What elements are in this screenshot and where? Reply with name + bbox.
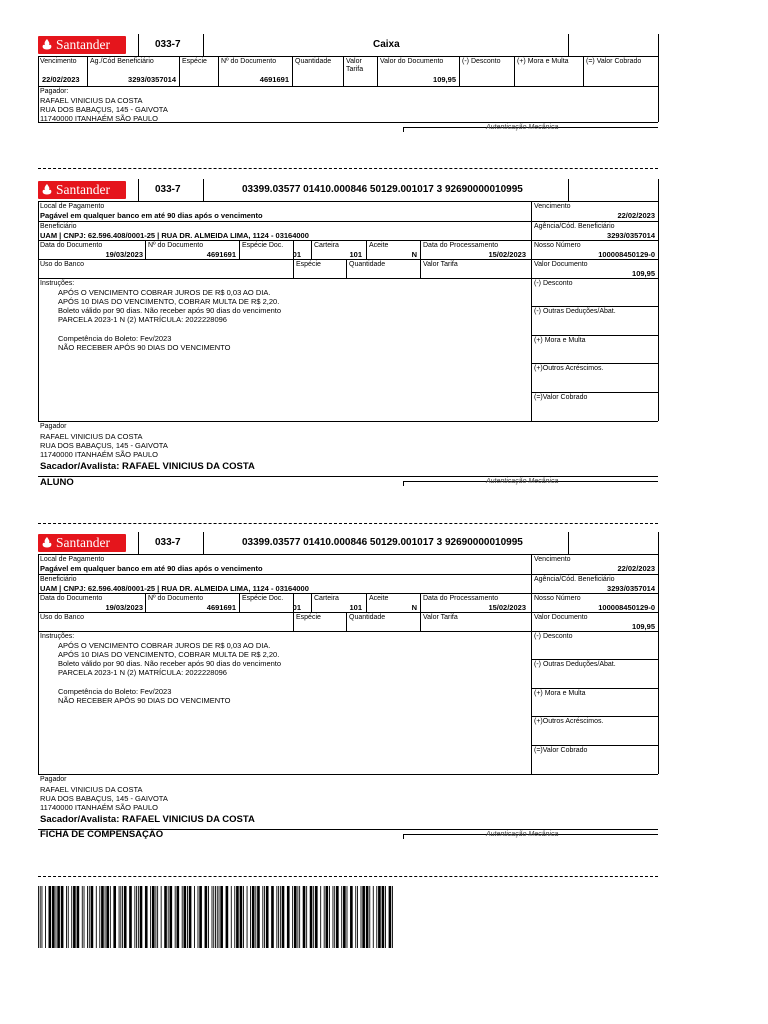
barcode-bar (56, 886, 57, 948)
barcode-bar (215, 886, 216, 948)
valor-documento-label: Valor Documento (534, 614, 588, 621)
instrucao-line: Competência do Boleto: Fev/2023 (58, 334, 172, 343)
barcode-bar (110, 886, 111, 948)
barcode-bar (184, 886, 187, 948)
especie-doc-label: Espécie Doc. (242, 242, 284, 249)
barcode-bar (362, 886, 365, 948)
header-quantidade: Quantidade (295, 58, 332, 65)
aceite-value: N (411, 603, 417, 612)
brand-name: Santander (56, 37, 110, 52)
barcode-bar (122, 886, 123, 948)
receipt-pagador-label: Pagador: (40, 88, 69, 95)
barcode-bar (389, 886, 392, 948)
barcode-bar (313, 886, 314, 948)
agencia-label: Agência/Cód. Beneficiário (534, 576, 615, 583)
autenticacao-mecanica: Autenticação Mecânica (486, 831, 559, 838)
header-vencimento: Vencimento (40, 58, 77, 65)
instrucao-line: APÓS 10 DIAS DO VENCIMENTO, COBRAR MULTA DE R$ 2,20. (58, 650, 280, 659)
barcode-bar (198, 886, 199, 948)
desconto-label: (-) Desconto (534, 633, 573, 640)
instrucao-line: Competência do Boleto: Fev/2023 (58, 687, 172, 696)
barcode-bar (82, 886, 83, 948)
barcode-bar (252, 886, 255, 948)
bank-code: 033-7 (155, 537, 181, 548)
instrucao-line: APÓS 10 DIAS DO VENCIMENTO, COBRAR MULTA DE R$ 2,20. (58, 297, 280, 306)
data-documento-value: 19/03/2023 (105, 250, 143, 259)
mora-multa-label: (+) Mora e Multa (534, 337, 586, 344)
bank-code: 033-7 (155, 184, 181, 195)
pagador-label: Pagador (40, 776, 67, 783)
valor-tarifa-label: Valor Tarifa (423, 614, 458, 621)
barcode-bar (240, 886, 243, 948)
header-valor-cobrado: (=) Valor Cobrado (586, 58, 642, 65)
barcode-bar (101, 886, 104, 948)
num-documento-value: 4691691 (206, 603, 236, 612)
brand-name: Santander (56, 182, 110, 197)
barcode-bar (271, 886, 274, 948)
beneficiario-value: UAM | CNPJ: 62.596.408/0001-25 | RUA DR. ALMEIDA LIMA, 1124 - 03164000 (40, 231, 309, 240)
barcode-bar (119, 886, 120, 948)
num-documento-value: 4691691 (206, 250, 236, 259)
barcode-bar (220, 886, 223, 948)
barcode-bar (282, 886, 285, 948)
pagador-address: RUA DOS BABAÇUS, 145 - GAIVOTA (40, 794, 168, 803)
barcode-bar (385, 886, 386, 948)
barcode-bar (129, 886, 132, 948)
barcode-bar (138, 886, 139, 948)
desconto-label: (-) Desconto (534, 280, 573, 287)
barcode-bar (329, 886, 330, 948)
especie-doc-label: Espécie Doc. (242, 595, 284, 602)
barcode-bar (297, 886, 298, 948)
vencimento-label: Vencimento (534, 556, 571, 563)
nosso-numero-value: 100008450129-0 (598, 603, 655, 612)
barcode-bar (373, 886, 374, 948)
barcode-bar (140, 886, 143, 948)
barcode-bar (168, 886, 169, 948)
barcode-bar (152, 886, 155, 948)
barcode-bar (91, 886, 94, 948)
barcode-bar (182, 886, 183, 948)
local-pagamento-label: Local de Pagamento (40, 556, 105, 563)
autenticacao-mecanica: Autenticação Mecânica (486, 478, 559, 485)
barcode-bar (52, 886, 55, 948)
barcode-bar (205, 886, 208, 948)
pagador-city: 11740000 ITANHAÉM SÃO PAULO (40, 803, 158, 812)
barcode-bar (40, 886, 41, 948)
barcode-bar (84, 886, 85, 948)
pagador-name: RAFAEL VINICIUS DA COSTA (40, 432, 143, 441)
especie-doc-value: 01 (292, 603, 301, 612)
cut-line (38, 168, 658, 169)
instrucao-line: APÓS O VENCIMENTO COBRAR JUROS DE R$ 0,03 AO DIA. (58, 288, 271, 297)
barcode-bar (42, 886, 43, 948)
barcode-bar (341, 886, 342, 948)
carteira-label: Carteira (314, 242, 339, 249)
data-documento-label: Data do Documento (40, 595, 103, 602)
cut-line (38, 876, 658, 877)
barcode-bar (61, 886, 64, 948)
barcode-bar (169, 886, 172, 948)
data-documento-label: Data do Documento (40, 242, 103, 249)
carteira-label: Carteira (314, 595, 339, 602)
instrucoes-label: Instruções: (40, 280, 75, 287)
vencimento-value: 22/02/2023 (617, 564, 655, 573)
barcode-bar (257, 886, 260, 948)
valor-cobrado-label: (=)Valor Cobrado (534, 394, 588, 401)
barcode-bar (350, 886, 353, 948)
barcode-bar (343, 886, 346, 948)
especie-label: Espécie (296, 614, 321, 621)
outros-acrescimos-label: (+)Outros Acréscimos. (534, 718, 604, 725)
barcode-bar (324, 886, 325, 948)
barcode-bar (320, 886, 321, 948)
barcode-bar (124, 886, 127, 948)
receipt-pagador-city: 11740000 ITANHAÉM SÃO PAULO (40, 114, 158, 123)
barcode-bar (49, 886, 52, 948)
especie-label: Espécie (296, 261, 321, 268)
barcode-bar (199, 886, 202, 948)
barcode-bar (234, 886, 235, 948)
receipt-autenticacao: Autenticação Mecânica (486, 124, 559, 131)
barcode-bar (164, 886, 167, 948)
especie-doc-value: 01 (292, 250, 301, 259)
agencia-value: 3293/0357014 (607, 584, 655, 593)
barcode-bar (276, 886, 277, 948)
instrucao-line: PARCELA 2023-1 N (2) MATRÍCULA: 2022228096 (58, 315, 227, 324)
valor-documento-label: Valor Documento (534, 261, 588, 268)
barcode-bar (361, 886, 362, 948)
barcode-bar (264, 886, 265, 948)
barcode-bar (217, 886, 218, 948)
barcode-bar (113, 886, 116, 948)
vencimento-value: 22/02/2023 (617, 211, 655, 220)
barcode-bar (96, 886, 97, 948)
barcode-bar (294, 886, 297, 948)
valor-cobrado-label: (=)Valor Cobrado (534, 747, 588, 754)
nosso-numero-label: Nosso Número (534, 242, 581, 249)
barcode-bar (287, 886, 290, 948)
barcode-bar (175, 886, 176, 948)
barcode-bar (99, 886, 100, 948)
barcode-bar (306, 886, 307, 948)
header-especie: Espécie (182, 58, 207, 65)
header-valor-tarifa: Valor Tarifa (346, 58, 364, 73)
caixa-label: Caixa (373, 39, 400, 50)
barcode-bar (150, 886, 151, 948)
quantidade-label: Quantidade (349, 614, 386, 621)
flame-icon (38, 181, 56, 199)
data-processamento-value: 15/02/2023 (488, 603, 526, 612)
copy-footer-label: ALUNO (40, 477, 74, 488)
barcode-bar (357, 886, 358, 948)
barcode-bar (278, 886, 279, 948)
receipt-agencia: 3293/0357014 (128, 75, 176, 84)
pagador-address: RUA DOS BABAÇUS, 145 - GAIVOTA (40, 441, 168, 450)
sacador-avalista: Sacador/Avalista: RAFAEL VINICIUS DA COSTA (40, 461, 255, 472)
carteira-value: 101 (349, 250, 362, 259)
header-desconto: (-) Desconto (462, 58, 501, 65)
receipt-pagador-address: RUA DOS BABAÇUS, 145 - GAIVOTA (40, 105, 168, 114)
barcode-bar (315, 886, 318, 948)
outras-deducoes-label: (-) Outras Deduções/Abat. (534, 661, 616, 668)
valor-documento-value: 109,95 (632, 269, 655, 278)
barcode-bar (45, 886, 46, 948)
barcode-bar (231, 886, 232, 948)
barcode-bar (134, 886, 135, 948)
barcode-bar (255, 886, 256, 948)
receipt-documento: 4691691 (259, 75, 289, 84)
pagador-name: RAFAEL VINICIUS DA COSTA (40, 785, 143, 794)
instrucao-line: PARCELA 2023-1 N (2) MATRÍCULA: 2022228096 (58, 668, 227, 677)
mora-multa-label: (+) Mora e Multa (534, 690, 586, 697)
instrucao-line: APÓS O VENCIMENTO COBRAR JUROS DE R$ 0,03 AO DIA. (58, 641, 271, 650)
barcode-bar (236, 886, 239, 948)
barcode (38, 886, 393, 948)
barcode-bar (369, 886, 370, 948)
header-agencia: Ag./Cód Beneficiário (90, 58, 154, 65)
receipt-vencimento: 22/02/2023 (42, 75, 80, 84)
brand-name: Santander (56, 535, 110, 550)
barcode-bar (366, 886, 369, 948)
barcode-bar (157, 886, 158, 948)
cut-line (38, 523, 658, 524)
agencia-label: Agência/Cód. Beneficiário (534, 223, 615, 230)
santander-logo (38, 181, 126, 199)
sacador-avalista: Sacador/Avalista: RAFAEL VINICIUS DA COSTA (40, 814, 255, 825)
barcode-bar (187, 886, 188, 948)
linha-digitavel: 03399.03577 01410.000846 50129.001017 3 92690000010995 (242, 184, 523, 195)
flame-icon (38, 36, 56, 54)
bank-code: 033-7 (155, 39, 181, 50)
barcode-bar (219, 886, 220, 948)
barcode-bar (155, 886, 156, 948)
pagador-label: Pagador (40, 423, 67, 430)
data-processamento-value: 15/02/2023 (488, 250, 526, 259)
barcode-bar (392, 886, 393, 948)
aceite-label: Aceite (369, 242, 389, 249)
barcode-bar (105, 886, 106, 948)
uso-banco-label: Uso do Banco (40, 261, 84, 268)
barcode-bar (382, 886, 385, 948)
instrucao-line: NÃO RECEBER APÓS 90 DIAS DO VENCIMENTO (58, 343, 231, 352)
barcode-bar (336, 886, 339, 948)
barcode-bar (68, 886, 69, 948)
aceite-label: Aceite (369, 595, 389, 602)
barcode-bar (176, 886, 179, 948)
barcode-bar (334, 886, 335, 948)
flame-icon (38, 534, 56, 552)
barcode-bar (136, 886, 137, 948)
barcode-bar (355, 886, 356, 948)
local-pagamento-label: Local de Pagamento (40, 203, 105, 210)
barcode-bar (247, 886, 248, 948)
barcode-bar (77, 886, 80, 948)
barcode-bar (280, 886, 281, 948)
santander-logo (38, 534, 126, 552)
barcode-bar (120, 886, 121, 948)
instrucao-line: Boleto válido por 90 dias. Não receber após 90 dias do vencimento (58, 659, 282, 668)
vencimento-label: Vencimento (534, 203, 571, 210)
barcode-bar (250, 886, 251, 948)
barcode-bar (376, 886, 377, 948)
receipt-pagador-name: RAFAEL VINICIUS DA COSTA (40, 96, 143, 105)
local-pagamento-value: Pagável em qualquer banco em até 90 dias após o vencimento (40, 211, 263, 220)
barcode-bar (38, 886, 39, 948)
barcode-bar (208, 886, 209, 948)
barcode-bar (212, 886, 213, 948)
beneficiario-label: Beneficiário (40, 576, 77, 583)
barcode-bar (189, 886, 192, 948)
receipt-valor: 109,95 (433, 75, 456, 84)
instrucoes-label: Instruções: (40, 633, 75, 640)
valor-tarifa-label: Valor Tarifa (423, 261, 458, 268)
barcode-bar (89, 886, 90, 948)
nosso-numero-label: Nosso Número (534, 595, 581, 602)
barcode-bar (326, 886, 329, 948)
barcode-bar (87, 886, 88, 948)
barcode-bar (262, 886, 263, 948)
beneficiario-value: UAM | CNPJ: 62.596.408/0001-25 | RUA DR. ALMEIDA LIMA, 1124 - 03164000 (40, 584, 309, 593)
num-documento-label: Nº do Documento (148, 242, 204, 249)
uso-banco-label: Uso do Banco (40, 614, 84, 621)
barcode-bar (66, 886, 67, 948)
header-num-documento: Nº do Documento (221, 58, 277, 65)
barcode-bar (266, 886, 269, 948)
barcode-bar (310, 886, 313, 948)
aceite-value: N (411, 250, 417, 259)
barcode-bar (303, 886, 306, 948)
barcode-bar (333, 886, 334, 948)
barcode-bar (161, 886, 162, 948)
barcode-bar (226, 886, 229, 948)
copy-footer-label: FICHA DE COMPENSAÇÃO (40, 829, 164, 840)
data-processamento-label: Data do Processamento (423, 242, 499, 249)
barcode-bar (378, 886, 381, 948)
header-mora-multa: (+) Mora e Multa (517, 58, 569, 65)
barcode-bar (73, 886, 76, 948)
barcode-bar (106, 886, 109, 948)
barcode-bar (71, 886, 72, 948)
outras-deducoes-label: (-) Outras Deduções/Abat. (534, 308, 616, 315)
barcode-bar (347, 886, 348, 948)
header-valor-documento: Valor do Documento (380, 58, 444, 65)
barcode-bar (292, 886, 293, 948)
data-processamento-label: Data do Processamento (423, 595, 499, 602)
instrucao-line: NÃO RECEBER APÓS 90 DIAS DO VENCIMENTO (58, 696, 231, 705)
linha-digitavel: 03399.03577 01410.000846 50129.001017 3 92690000010995 (242, 537, 523, 548)
barcode-bar (194, 886, 195, 948)
instrucao-line: Boleto válido por 90 dias. Não receber após 90 dias do vencimento (58, 306, 282, 315)
agencia-value: 3293/0357014 (607, 231, 655, 240)
barcode-bar (145, 886, 148, 948)
carteira-value: 101 (349, 603, 362, 612)
barcode-bar (299, 886, 300, 948)
barcode-bar (213, 886, 214, 948)
outros-acrescimos-label: (+)Outros Acréscimos. (534, 365, 604, 372)
santander-logo (38, 36, 126, 54)
barcode-bar (243, 886, 244, 948)
quantidade-label: Quantidade (349, 261, 386, 268)
nosso-numero-value: 100008450129-0 (598, 250, 655, 259)
num-documento-label: Nº do Documento (148, 595, 204, 602)
local-pagamento-value: Pagável em qualquer banco em até 90 dias após o vencimento (40, 564, 263, 573)
beneficiario-label: Beneficiário (40, 223, 77, 230)
valor-documento-value: 109,95 (632, 622, 655, 631)
pagador-city: 11740000 ITANHAÉM SÃO PAULO (40, 450, 158, 459)
barcode-bar (57, 886, 60, 948)
data-documento-value: 19/03/2023 (105, 603, 143, 612)
